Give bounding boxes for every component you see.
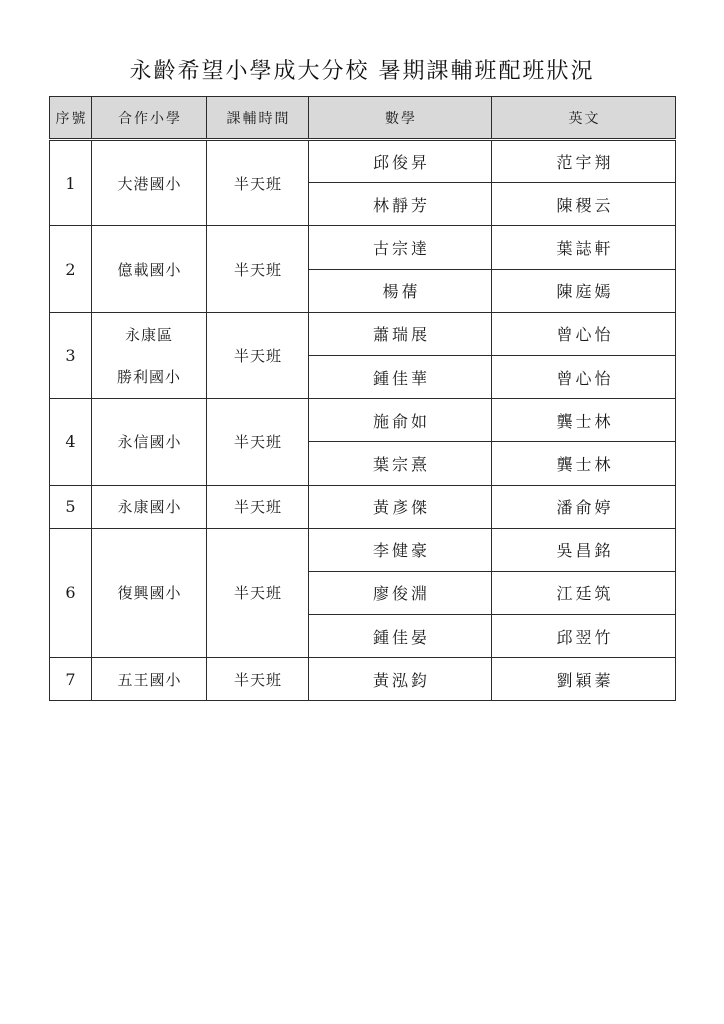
row-number-cell: 4: [50, 399, 92, 485]
table-row: [50, 399, 676, 442]
english-tutor-cell: 劉穎蓁: [492, 658, 676, 701]
math-tutor-cell: 楊蒨: [309, 269, 492, 312]
english-tutor-cell: 龔士林: [492, 442, 676, 485]
english-tutor-cell: 陳庭嫣: [492, 269, 676, 312]
school-cell: 億載國小: [92, 226, 207, 312]
header-cell-math: 數學: [309, 97, 492, 140]
row-number-cell: 2: [50, 226, 92, 312]
school-cell: 永康國小: [92, 485, 207, 528]
english-tutor-cell: 范宇翔: [492, 140, 676, 183]
math-tutor-cell: 邱俊昇: [309, 140, 492, 183]
class-assignment-table: [49, 96, 676, 701]
school-cell: 大港國小: [92, 140, 207, 226]
school-name-line: 勝利國小: [116, 367, 181, 386]
math-tutor-cell: 鍾佳華: [309, 355, 492, 398]
session-time-cell: 半天班: [207, 312, 309, 398]
table-row: [50, 658, 676, 701]
english-tutor-cell: 曾心怡: [492, 355, 676, 398]
math-tutor-cell: 施俞如: [309, 399, 492, 442]
header-cell-number: 序號: [50, 97, 92, 140]
table-row: [50, 226, 676, 269]
row-number-cell: 7: [50, 658, 92, 701]
school-name-line: 永康區: [124, 325, 173, 344]
english-tutor-cell: 邱翌竹: [492, 615, 676, 658]
session-time-cell: 半天班: [207, 528, 309, 658]
table-row: [50, 485, 676, 528]
english-tutor-cell: 潘俞婷: [492, 485, 676, 528]
row-number-cell: 6: [50, 528, 92, 658]
math-tutor-cell: 廖俊淵: [309, 571, 492, 614]
table-row: [50, 528, 676, 571]
session-time-cell: 半天班: [207, 226, 309, 312]
session-time-cell: 半天班: [207, 140, 309, 226]
school-cell: 五王國小: [92, 658, 207, 701]
math-tutor-cell: 黃泓鈞: [309, 658, 492, 701]
english-tutor-cell: 陳稷云: [492, 183, 676, 226]
session-time-cell: 半天班: [207, 399, 309, 485]
math-tutor-cell: 黃彥傑: [309, 485, 492, 528]
header-row: [50, 97, 676, 140]
math-tutor-cell: 葉宗熹: [309, 442, 492, 485]
school-cell: 復興國小: [92, 528, 207, 658]
document-title: 永齡希望小學成大分校 暑期課輔班配班狀況: [129, 59, 595, 84]
math-tutor-cell: 鍾佳晏: [309, 615, 492, 658]
table-row: [50, 140, 676, 183]
row-number-cell: 1: [50, 140, 92, 226]
english-tutor-cell: 曾心怡: [492, 312, 676, 355]
math-tutor-cell: 林靜芳: [309, 183, 492, 226]
english-tutor-cell: 江廷筑: [492, 571, 676, 614]
school-cell: [92, 312, 207, 398]
row-number-cell: 3: [50, 312, 92, 398]
math-tutor-cell: 蕭瑞展: [309, 312, 492, 355]
english-tutor-cell: 龔士林: [492, 399, 676, 442]
table-row: [50, 312, 676, 355]
math-tutor-cell: 古宗達: [309, 226, 492, 269]
english-tutor-cell: 葉誌軒: [492, 226, 676, 269]
math-tutor-cell: 李健豪: [309, 528, 492, 571]
header-cell-session-time: 課輔時間: [207, 97, 309, 140]
session-time-cell: 半天班: [207, 658, 309, 701]
header-cell-english: 英文: [492, 97, 676, 140]
header-cell-school: 合作小學: [92, 97, 207, 140]
english-tutor-cell: 吳昌銘: [492, 528, 676, 571]
session-time-cell: 半天班: [207, 485, 309, 528]
row-number-cell: 5: [50, 485, 92, 528]
school-cell: 永信國小: [92, 399, 207, 485]
